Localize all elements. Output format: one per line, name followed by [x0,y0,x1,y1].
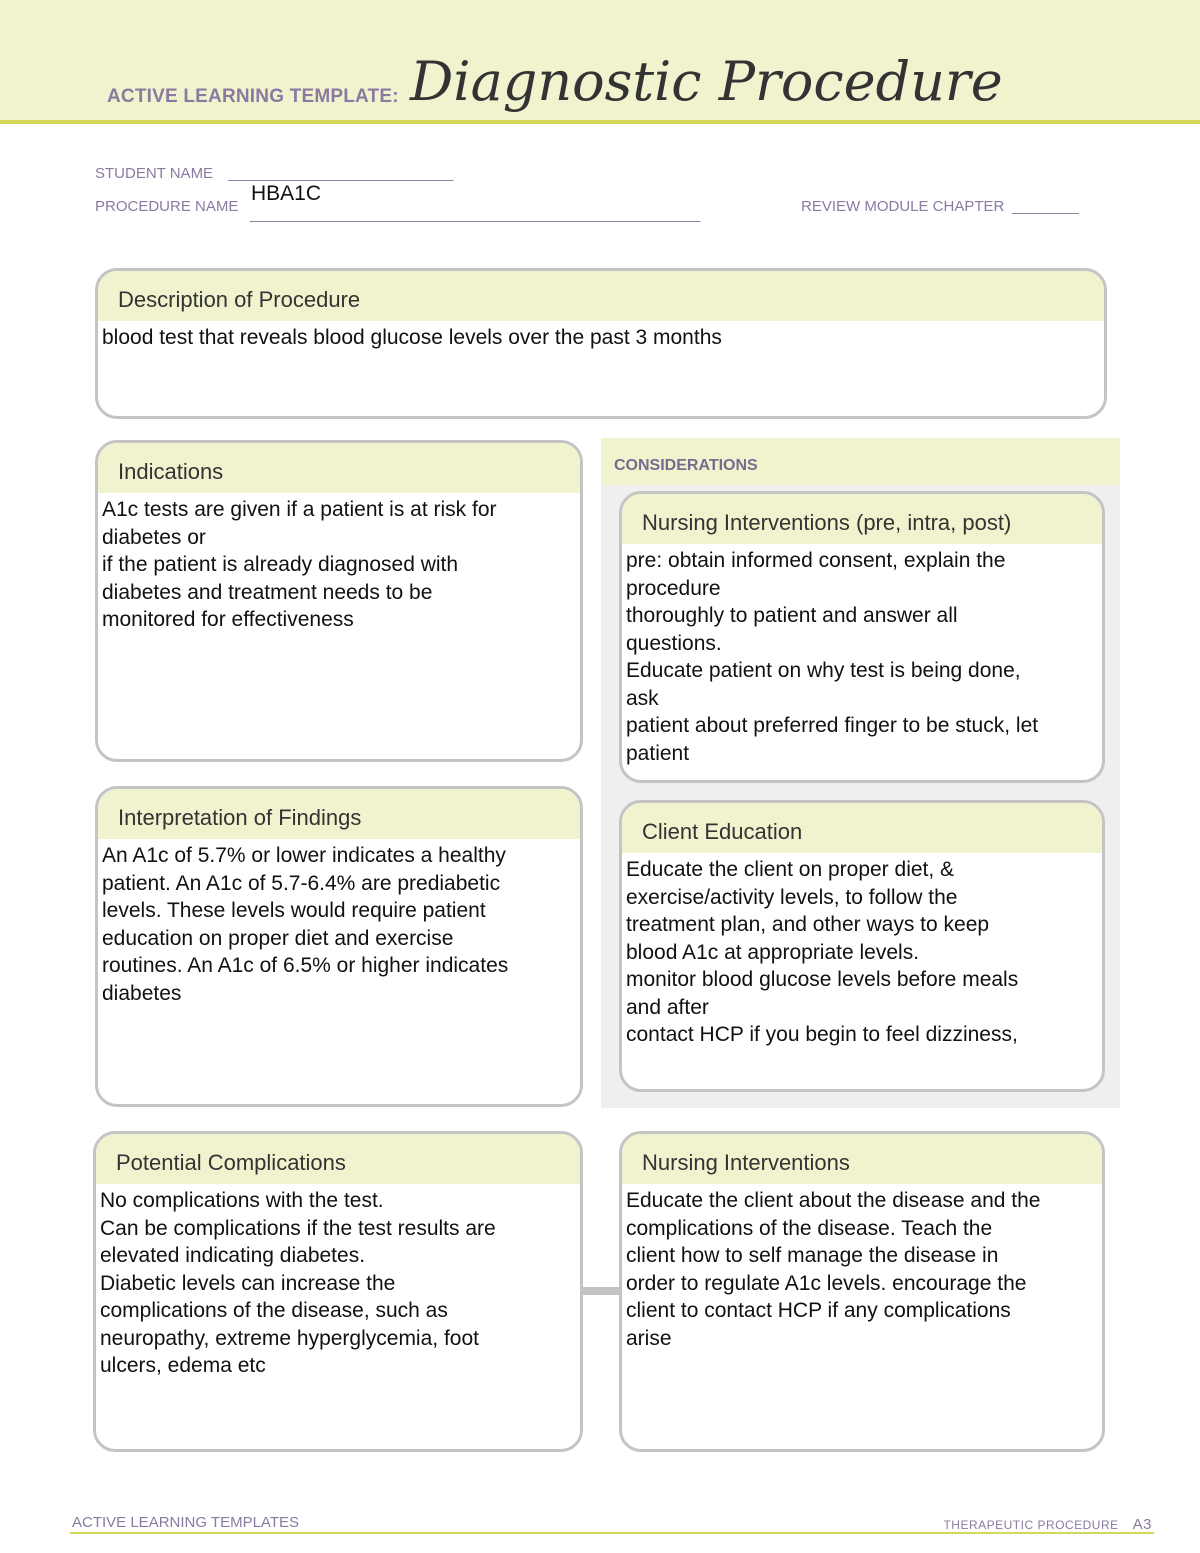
description-text[interactable]: blood test that reveals blood glucose levels over the past 3 months [102,326,722,349]
interpretation-box [95,786,583,1107]
client-education-text[interactable]: Educate the client on proper diet, & exercise/activity levels, to follow the treatment plan, and other ways to keep blood A1c at appropriate levels. monitor blood glucose levels before meals and after contact HCP if you begin to feel dizziness, [626,858,1019,1046]
connector-bar [583,1287,620,1295]
interpretation-text[interactable]: An A1c of 5.7% or lower indicates a healthy patient. An A1c of 5.7-6.4% are prediabetic levels. These levels would require patient education on proper diet and exercise routines. An A1c of 6.5% or higher indicates diabetes [102,844,509,1005]
page-title: Diagnostic Procedure [410,50,1003,113]
nursing-interventions-pre-box [619,491,1105,783]
template-label: ACTIVE LEARNING TEMPLATE: [107,86,399,107]
description-box [95,268,1107,419]
considerations-heading: CONSIDERATIONS [601,438,1120,485]
footer-left: ACTIVE LEARNING TEMPLATES [72,1514,299,1531]
indications-heading: Indications [98,443,580,493]
student-name-field[interactable]: ___________________________ [228,165,454,182]
client-education-box [619,800,1105,1092]
footer-section: THERAPEUTIC PROCEDURE [943,1518,1119,1532]
nursing-interventions-pre-text[interactable]: pre: obtain informed consent, explain the procedure thoroughly to patient and answer all questions. Educate patient on why test is being done, ask patient about preferred finger to be stuck, let patient [626,549,1039,765]
complications-box [93,1131,583,1452]
client-education-heading: Client Education [622,803,1102,853]
description-heading: Description of Procedure [98,271,1104,321]
indications-text[interactable]: A1c tests are given if a patient is at risk for diabetes or if the patient is already diagnosed with diabetes and treatment needs to be monitored for effectiveness [102,498,497,631]
footer-right [943,1516,1152,1533]
complications-text[interactable]: No complications with the test. Can be complications if the test results are elevated indicating diabetes. Diabetic levels can increase the complications of the disease, such as neuropathy, extreme hyperglycemia, foot ulcers, edema etc [100,1189,496,1377]
nursing-interventions-heading: Nursing Interventions [622,1134,1102,1184]
review-module-label: REVIEW MODULE CHAPTER [801,198,1005,215]
complications-heading: Potential Complications [96,1134,580,1184]
procedure-name-line: ______________________________________________________ [250,206,701,223]
student-name-label: STUDENT NAME [95,165,214,182]
indications-box [95,440,583,762]
nursing-interventions-pre-heading: Nursing Interventions (pre, intra, post) [622,494,1102,544]
interpretation-heading: Interpretation of Findings [98,789,580,839]
nursing-interventions-box [619,1131,1105,1452]
procedure-name-label: PROCEDURE NAME [95,198,239,215]
procedure-name-field[interactable]: HBA1C [251,182,322,205]
nursing-interventions-text[interactable]: Educate the client about the disease and the complications of the disease. Teach the client how to self manage the disease in order to regulate A1c levels. encourage the client to contact HCP if any complications arise [626,1189,1041,1350]
review-module-field[interactable]: ________ [1012,198,1079,215]
page-number: A3 [1132,1516,1152,1533]
header-banner [0,0,1200,124]
